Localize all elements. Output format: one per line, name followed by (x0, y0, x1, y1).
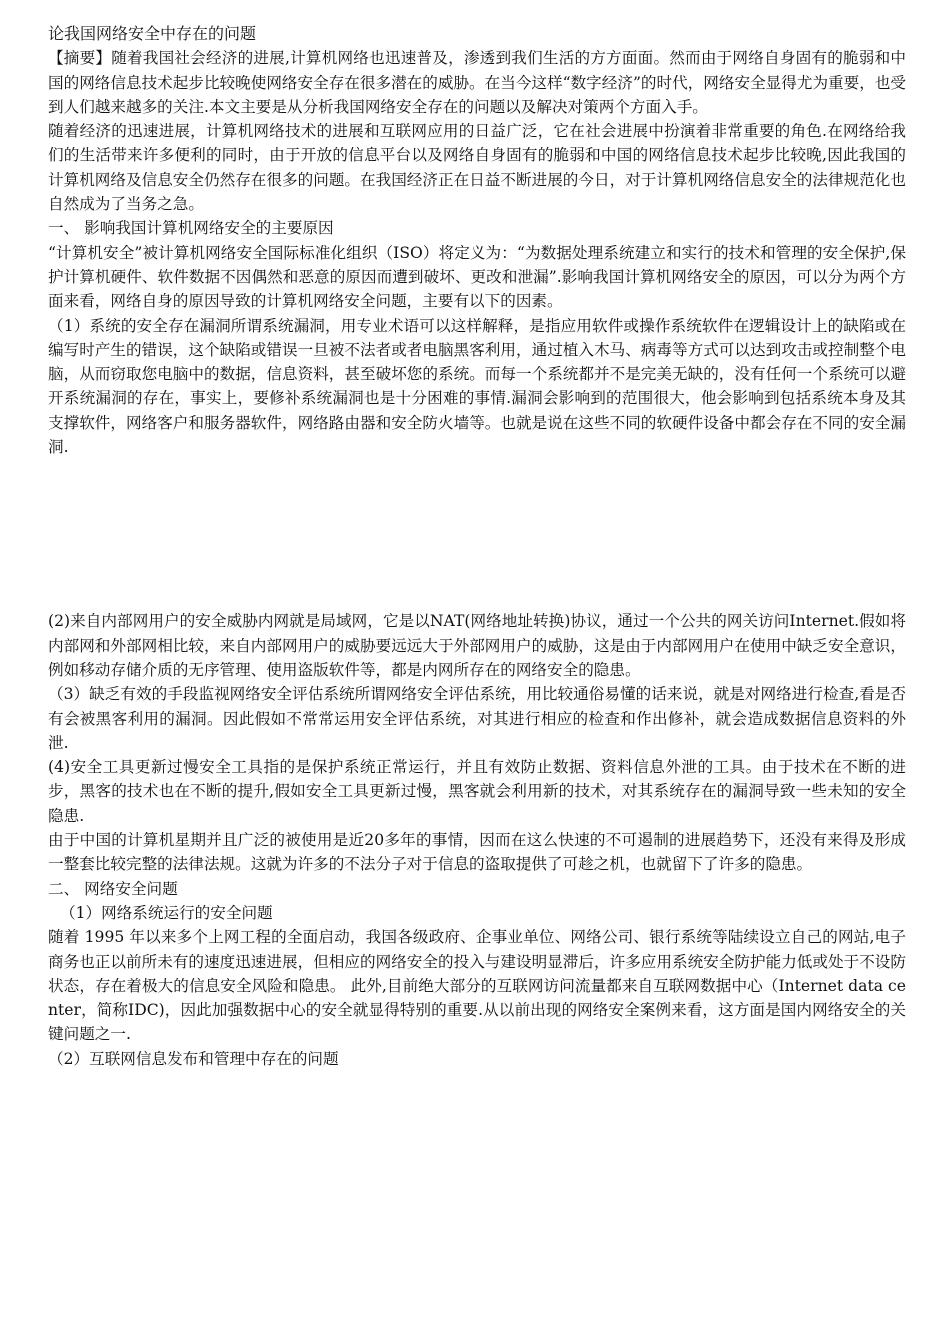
item-3-paragraph: （3）缺乏有效的手段监视网络安全评估系统所谓网络安全评估系统，用比较通俗易懂的话来说，就是对网络进行检查,看是否有会被黑客利用的漏洞。因此假如不常常运用安全评估系统，对其进行相应的检查和作出修补，就会造成数据信息资料的外泄. (48, 685, 906, 752)
blank-gap (48, 459, 906, 609)
item-4-paragraph: (4)安全工具更新过慢安全工具指的是保护系统正常运行，并且有效防止数据、资料信息外泄的工具。由于技术在不断的进步，黑客的技术也在不断的提升,假如安全工具更新过慢，黑客就会利用新的技术，对其系统存在的漏洞导致一些未知的安全隐患. (48, 758, 906, 825)
subsection-1-paragraph: 随着 1995 年以来多个上网工程的全面启动，我国各级政府、企事业单位、网络公司、银行系统等陆续设立自己的网站,电子商务也正以前所未有的速度迅速进展，但相应的网络安全的投入与建设明显滞后，许多应用系统安全防护能力低或处于不设防状态，存在着极大的信息安全风险和隐患。 此外,目前绝大部分的互联网访问流量都来自互联网数据中心（Internet data center，简称IDC)，因此加强数据中心的安全就显得特别的重要.从以前出现的网络安全案例来看，这方面是国内网络安全的关键问题之一. (48, 928, 906, 1044)
item-2-paragraph: (2)来自内部网用户的安全威胁内网就是局域网，它是以NAT(网络地址转换)协议，通过一个公共的网关访问Internet.假如将内部网和外部网相比较，来自内部网用户的威胁要远远大于外部网用户的威胁，这是由于内部网用户在使用中缺乏安全意识，例如移动存储介质的无序管理、使用盗版软件等，都是内网所存在的网络安全的隐患。 (48, 612, 906, 679)
document-title: 论我国网络安全中存在的问题 (48, 24, 257, 43)
item-1-paragraph: （1）系统的安全存在漏洞所谓系统漏洞，用专业术语可以这样解释，是指应用软件或操作系统软件在逻辑设计上的缺陷或在编写时产生的错误，这个缺陷或错误一旦被不法者或者电脑黑客利用，通过植入木马、病毒等方式可以达到攻击或控制整个电脑，从而窃取您电脑中的数据，信息资料，甚至破坏您的系统。而每一个系统都并不是完美无缺的，没有任何一个系统可以避开系统漏洞的存在，事实上，要修补系统漏洞也是十分困难的事情.漏洞会影响到的范围很大，他会影响到包括系统本身及其支撑软件，网络客户和服务器软件，网络路由器和安全防火墙等。也就是说在这些不同的软硬件设备中都会存在不同的安全漏洞. (48, 316, 906, 457)
abstract-paragraph: 【摘要】随着我国社会经济的进展,计算机网络也迅速普及，渗透到我们生活的方方面面。然而由于网络自身固有的脆弱和中国的网络信息技术起步比较晚使网络安全存在很多潜在的威胁。在当今这样“数字经济”的时代，网络安全显得尤为重要，也受到人们越来越多的关注.本文主要是从分析我国网络安全存在的问题以及解决对策两个方面入手。 (48, 49, 907, 116)
follow-up-paragraph: 由于中国的计算机星期并且广泛的被使用是近20多年的事情，因而在这么快速的不可遏制的进展趋势下，还没有来得及形成一整套比较完整的法律法规。这就为许多的不法分子对于信息的盗取提供了可趁之机，也就留下了许多的隐患。 (48, 831, 906, 874)
section-1-heading: 一、 影响我国计算机网络安全的主要原因 (48, 219, 334, 238)
section-2-heading: 二、 网络安全问题 (48, 879, 178, 898)
subsection-2-heading: （2）互联网信息发布和管理中存在的问题 (48, 1049, 339, 1068)
document-page (48, 22, 906, 1071)
section-1-intro-paragraph: “计算机安全”被计算机网络安全国际标准化组织（ISO）将定义为：“为数据处理系统建立和实行的技术和管理的安全保护,保护计算机硬件、软件数据不因偶然和恶意的原因而遭到破坏、更改和泄漏”.影响我国计算机网络安全的原因，可以分为两个方面来看，网络自身的原因导致的计算机网络安全问题，主要有以下的因素。 (48, 243, 906, 311)
intro-paragraph: 随着经济的迅速进展，计算机网络技术的进展和互联网应用的日益广泛，它在社会进展中扮演着非常重要的角色.在网络给我们的生活带来许多便利的同时，由于开放的信息平台以及网络自身固有的脆弱和中国的网络信息技术起步比较晚,因此我国的计算机网络及信息安全仍然存在很多的问题。在我国经济正在日益不断进展的今日，对于计算机网络信息安全的法律规范化也自然成为了当务之急。 (48, 122, 906, 214)
subsection-1-heading: （1）网络系统运行的安全问题 (60, 903, 273, 922)
